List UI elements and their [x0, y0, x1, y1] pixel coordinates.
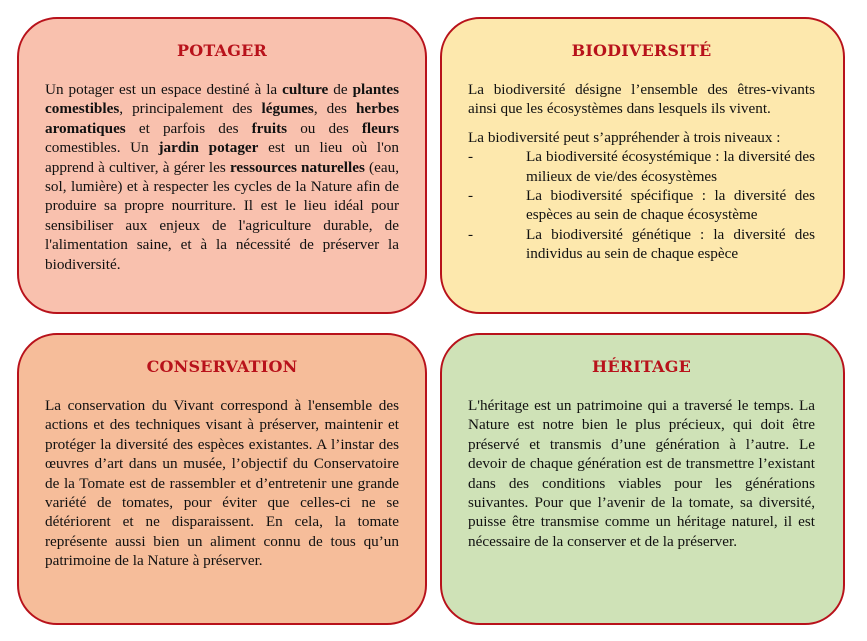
potager-text-segment: comestibles. Un: [45, 139, 159, 157]
potager-keyword: culture: [282, 81, 329, 98]
card-title-biodiversite: BIODIVERSITÉ: [571, 41, 712, 60]
potager-keyword: fleurs: [361, 119, 399, 137]
potager-text-segment: , principalement des: [119, 100, 262, 118]
card-text-conservation: La conservation du Vivant correspond à l'ensemble des actions et des techniques visant à préserver, maintenir et protéger la diversité des espèces existantes. A l’instar des œuvres d’art dans un musée, l’objectif du Conservatoire de la Tomate est de rassembler et d’entretenir une grande variété de tomates, pour éviter que celles-ci ne se détériorent et ne disparaissent. En cela, la tomate représente aussi bien un aliment connu de tous qu’un patrimoine de la Nature à préserver.: [45, 397, 399, 570]
potager-text-segment: et parfois des: [125, 119, 252, 137]
level-text: La biodiversité écosystémique : la diversité des milieux de vie/des écosystèmes: [526, 148, 815, 185]
card-text-potager: [45, 80, 399, 274]
potager-keyword: herbes aromatiques: [45, 100, 399, 137]
potager-text-segment: , des: [313, 100, 356, 118]
level-item: [468, 147, 815, 186]
level-dash: -: [468, 225, 474, 243]
biodiversite-intro: La biodiversité désigne l’ensemble des êtres-vivants ainsi que les écosystèmes dans lesquels ils vivent.: [468, 81, 815, 118]
level-item: [468, 225, 815, 264]
potager-text-segment: de: [328, 81, 353, 98]
card-text-biodiversite: [468, 80, 815, 264]
card-title-conservation: CONSERVATION: [146, 357, 298, 376]
card-title-potager: POTAGER: [177, 41, 267, 60]
level-text: La biodiversité spécifique : la diversité des espèces au sein de chaque écosystème: [526, 187, 815, 224]
level-dash: -: [468, 148, 474, 166]
card-biodiversite: [440, 17, 845, 314]
potager-keyword: fruits: [251, 119, 288, 137]
potager-keyword: légumes: [261, 100, 314, 118]
card-text-heritage: L'héritage est un patrimoine qui a traversé le temps. La Nature est notre bien le plus précieux, qui doit être préservé et transmis d’une génération à l’autre. Le devoir de chaque génération est de transmettre l’existant dans des conditions viables pour les générations suivantes. Pour que l’avenir de la tomate, sa diversité, puisse être transmise comme un héritage naturel, il est nécessaire de la conserver et de la préserver.: [468, 397, 815, 550]
potager-text-segment: ou des: [287, 119, 362, 137]
card-conservation: [17, 333, 427, 625]
card-heritage: [440, 333, 845, 625]
potager-keyword: ressources naturelles: [229, 158, 365, 176]
potager-keyword: plantes comestibles: [45, 81, 399, 118]
biodiversite-levels-intro: La biodiversité peut s’appréhender à trois niveaux :: [468, 128, 781, 146]
potager-keyword: jardin potager: [158, 139, 259, 157]
potager-text-segment: Un potager est un espace destiné à la: [45, 81, 283, 98]
potager-text-segment: est un lieu où l'on apprend à cultiver, à gérer les: [45, 139, 399, 176]
level-dash: -: [468, 187, 474, 205]
card-title-heritage: HÉRITAGE: [592, 357, 691, 376]
level-item: [468, 186, 815, 225]
biodiversite-levels: [468, 128, 815, 264]
level-text: La biodiversité génétique : la diversité des individus au sein de chaque espèce: [526, 225, 815, 263]
potager-text-segment: (eau, sol, lumière) et à respecter les cycles de la Nature afin de produire sa propre nourriture. Il est le lieu idéal pour sensibiliser aux enjeux de l'agriculture durable, de l'alimentation saine, et à la nécessité de préserver la biodiversité.: [45, 158, 399, 273]
card-potager: [17, 17, 427, 314]
